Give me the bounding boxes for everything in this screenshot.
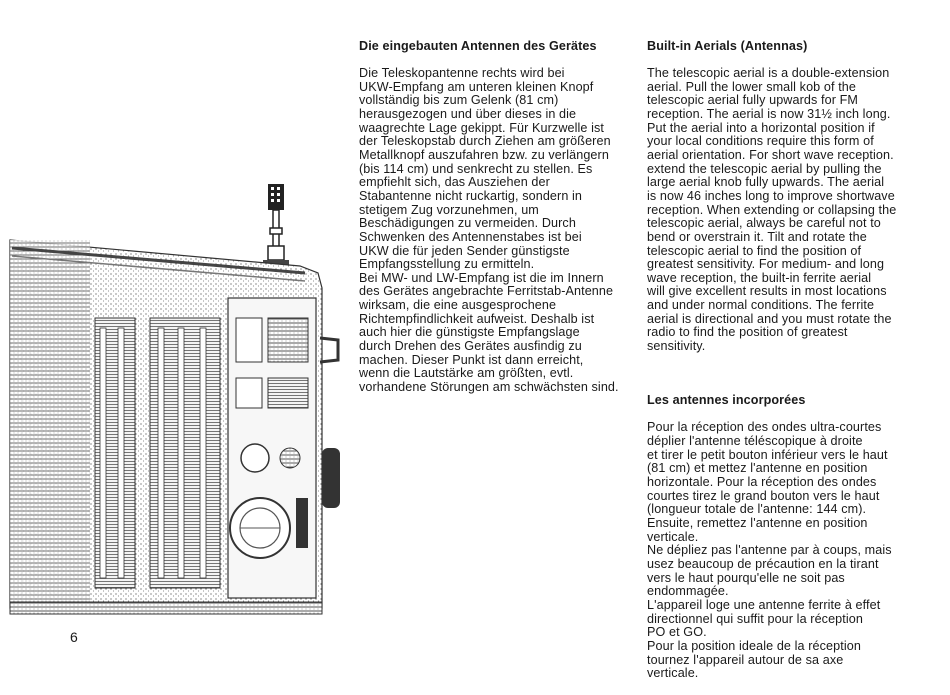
english-body: The telescopic aerial is a double-extension aerial. Pull the lower small kob of the telescopic aerial fully upwards for FM reception. The aerial is now 31½ inch long. Put the aerial into a horizontal position if your local conditions require this form of aerial orientation. For short wave reception. extend the telescopic aerial by pulling the large aerial knob fully upwards. The aerial is now 46 inches long to improve shortwave reception. When extending or collapsing the telescopic aerial, always be careful not to bend or overstrain it. Tilt and rotate the telescopic aerial to find the position of greatest sensitivity. For medium- and long wave reception, the built-in ferrite aerial will give excellent results in most locations and under normal conditions. The ferrite aerial is directional and you must rotate the radio to find the position of greatest sensitivity. [647, 65, 897, 354]
side-handle [320, 338, 338, 362]
tuning-scales [95, 318, 220, 588]
tuning-knob [322, 448, 340, 508]
french-heading: Les antennes incorporées [647, 393, 806, 408]
section-gap [647, 367, 927, 380]
telescopic-antenna [263, 184, 289, 268]
control-panel [228, 298, 316, 598]
german-section [359, 26, 631, 408]
english-heading: Built-in Aerials (Antennas) [647, 38, 808, 53]
page-number: 6 [70, 629, 78, 645]
german-body: Die Teleskopantenne rechts wird bei UKW-Empfang am unteren kleinen Knopf vollständig bis zum Gelenk (81 cm) herausgezogen und über dieses in die waagrechte Lage gekippt. Für Kurzwelle ist der Teleskopstab durch Ziehen am größeren Metallknopf auszufahren bzw. zu verlängern (bis 114 cm) und senkrecht zu stellen. Es empfiehlt sich, das Ausziehen der Stabantenne nicht ruckartig, sondern in stetigem Zug vorzunehmen, um Beschädigungen zu vermeiden. Durch Schwenken des Antennenstabes ist bei UKW die für jeden Sender günstigste Empfangsstellung zu ermitteln. Bei MW- und LW-Empfang ist die im Innern des Gerätes angebrachte Ferritstab-Antenne wirksam, die eine ausgesprochene Richtempfindlichkeit aufweist. Deshalb ist auch hier die günstigste Empfangslage durch Drehen des Gerätes ausfindig zu machen. Dieser Punkt ist dann erreicht, wenn die Lautstärke am größten, evtl. vorhandene Störungen am schwächsten sind. [359, 65, 619, 395]
french-body: Pour la réception des ondes ultra-courtes déplier l'antenne téléscopique à droite et tirer le petit bouton inférieur vers le haut (81 cm) et mettez l'antenne en position horizontale. Pour la réception des ondes courtes tirez le grand bouton vers le haut (longueur totale de l'antenne: 144 cm). Ensuite, remettez l'antenne en position verticale. Ne dépliez pas l'antenne par à coups, mais usez beaucoup de précaution en la tirant vers le haut pourqu'elle ne soit pas endommagée. L'appareil loge une antenne ferrite à effet directionnel qui suffit pour la réception PO et GO. Pour la position ideale de la réception tournez l'appareil autour de sa axe verticale. [647, 420, 892, 681]
german-heading: Die eingebauten Antennen des Gerätes [359, 38, 597, 53]
english-french-column [647, 26, 927, 695]
radio-illustration [0, 178, 345, 628]
